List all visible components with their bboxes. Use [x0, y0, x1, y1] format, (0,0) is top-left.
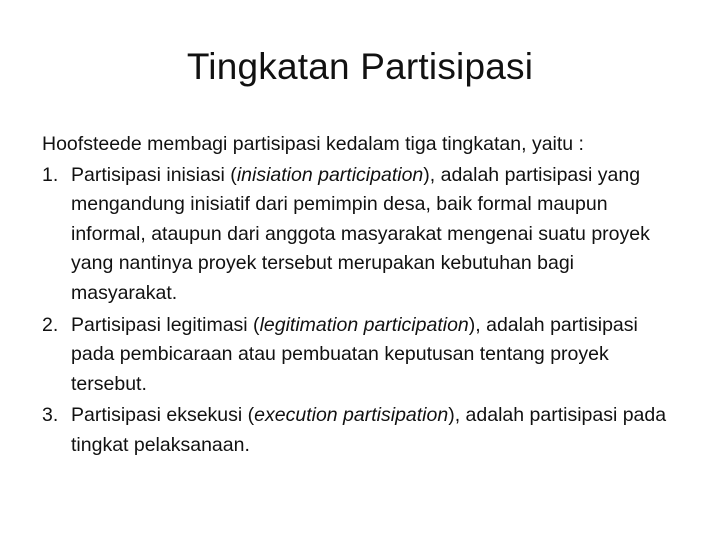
- item-term: legitimation participation: [259, 313, 469, 336]
- item-text: [71, 311, 682, 400]
- item-number: 3.: [42, 404, 59, 427]
- item-text-after: ), adalah partisipasi pada tingkat pelaksanaan.: [71, 404, 667, 456]
- list-item: [42, 161, 682, 309]
- item-number: 1.: [42, 163, 59, 186]
- item-text-before: Partisipasi legitimasi (: [71, 313, 260, 336]
- slide-title: Tingkatan Partisipasi: [186, 46, 534, 87]
- item-text-after: ), adalah partisipasi pada pembicaraan atau pembuatan keputusan tentang proyek tersebut.: [71, 313, 638, 395]
- item-text: [71, 161, 682, 309]
- item-text: [71, 401, 682, 460]
- list-item: [42, 401, 682, 460]
- list-item: [42, 311, 682, 400]
- item-text-before: Partisipasi inisiasi (: [71, 163, 237, 186]
- item-term: execution partisipation: [254, 404, 449, 427]
- item-text-after: ), adalah partisipasi yang mengandung inisiatif dari pemimpin desa, baik formal maupun informal, ataupun dari anggota masyarakat mengenai suatu proyek yang nantinya proyek tersebut merupakan kebutuhan bagi masyarakat.: [71, 163, 650, 304]
- slide-body: [42, 130, 682, 463]
- participation-levels-list: [42, 161, 682, 461]
- item-term: inisiation participation: [236, 163, 424, 186]
- item-number: 2.: [42, 313, 59, 336]
- intro-text: Hoofsteede membagi partisipasi kedalam tiga tingkatan, yaitu :: [42, 133, 584, 155]
- item-text-before: Partisipasi eksekusi (: [71, 404, 255, 427]
